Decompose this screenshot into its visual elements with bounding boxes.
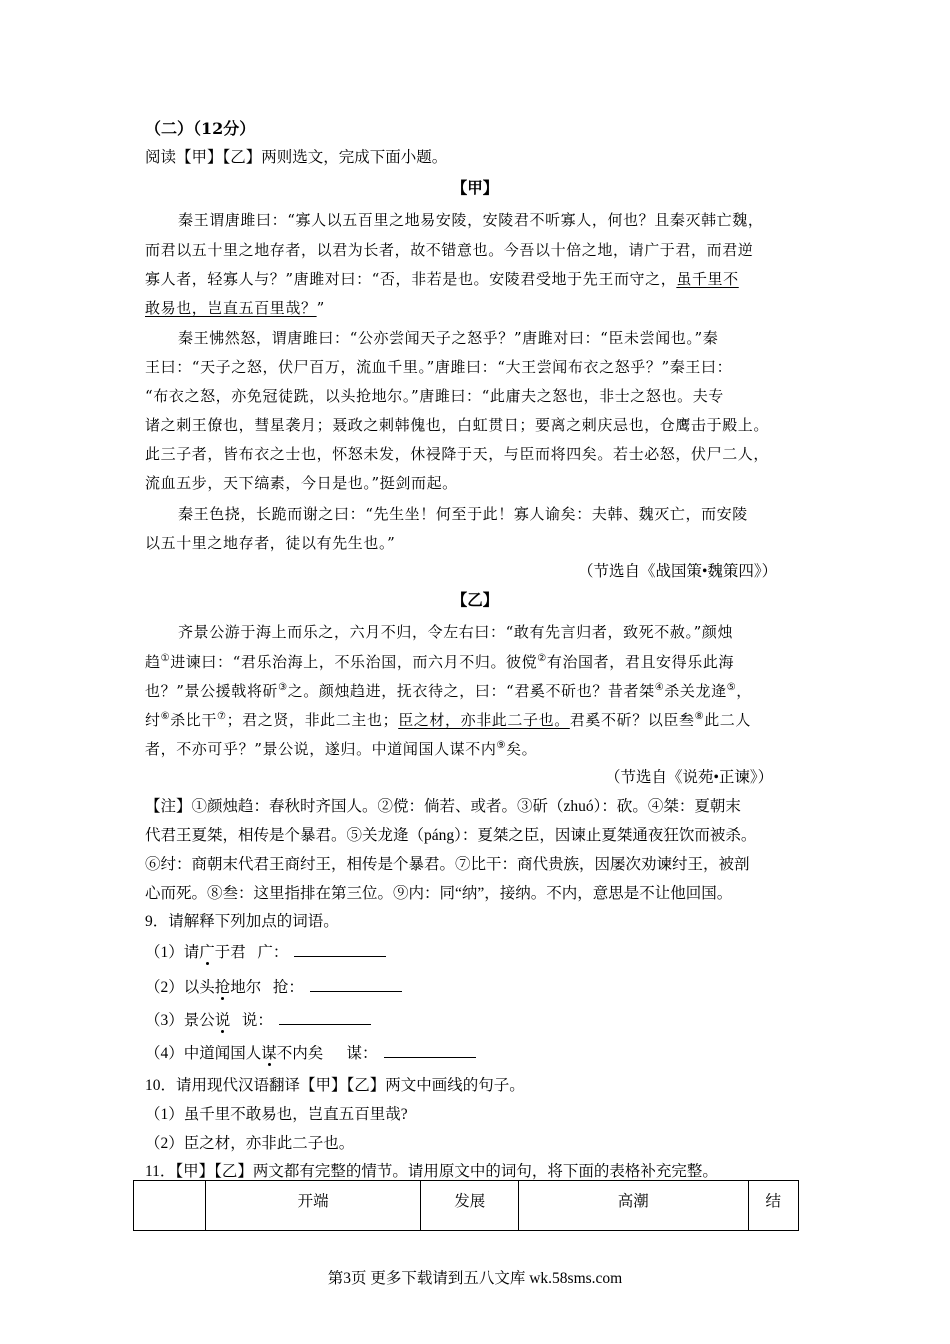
notes-line-1: 【注】①颜烛趋：春秋时齐国人。②傥：倘若、或者。③斫（zhuó）：砍。④桀：夏朝末 <box>145 798 741 815</box>
jia-line-9: 此三子者，皆布衣之士也，怀怒未发，休祲降于天，与臣而将四矣。若士必怒，伏尸二人， <box>145 445 770 463</box>
notes-line-3: ⑥纣：商朝末代君王商纣王，相传是个暴君。⑦比干：商代贵族，因屡次劝谏纣王，被剖 <box>145 856 750 873</box>
notes-line-4: 心而死。⑧叁：这里指排在第三位。⑨内：同“纳”，接纳。不内，意思是不让他回国。 <box>145 885 733 902</box>
jia-line-5: 秦王怫然怒，谓唐雎曰：“公亦尝闻天子之怒乎？”唐雎对曰：“臣未尝闻也。”秦 <box>178 329 719 347</box>
yi-source: （节选自《说苑•正谏》） <box>605 769 774 786</box>
jia-line-4: 敢易也，岂直五百里哉？” <box>145 299 325 317</box>
jia-line-12: 以五十里之地存者，徒以有先生也。” <box>145 534 396 552</box>
q10-stem: 10．请用现代汉语翻译【甲】【乙】两文中画线的句子。 <box>145 1077 525 1094</box>
page-footer: 第3页 更多下载请到五八文库 wk.58sms.com <box>327 1270 623 1287</box>
jia-line-6: 王曰：“天子之怒，伏尸百万，流血千里。”唐雎曰：“大王尝闻布衣之怒乎？”秦王曰： <box>145 358 733 376</box>
plot-table <box>133 1180 799 1231</box>
yi-line-4: 纣⑥杀比干⑦；君之贤，非此二主也；臣之材，亦非此二子也。君奚不斫？以臣叁⑧此二人 <box>145 711 751 729</box>
answer-blank-2[interactable] <box>310 977 402 992</box>
yi-line-2: 趋①进谏曰：“君乐治海上，不乐治国，而六月不归。彼傥②有治国者，君且安得乐此海 <box>145 653 735 671</box>
section-instruction: 阅读【甲】【乙】两则选文，完成下面小题。 <box>145 149 448 166</box>
jia-line-1: 秦王谓唐雎曰：“寡人以五百里之地易安陵，安陵君不听寡人，何也？且秦灭韩亡魏， <box>178 211 764 229</box>
table-header-jie: 结 <box>748 1181 798 1231</box>
jia-line-8: 诸之刺王僚也，彗星袭月；聂政之刺韩傀也，白虹贯日；要离之刺庆忌也，仓鹰击于殿上。 <box>145 416 770 434</box>
jia-underline-1: 虽千里不 <box>676 270 739 288</box>
jia-underline-2: 敢易也，岂直五百里哉？ <box>145 299 317 317</box>
jia-line-2: 而君以五十里之地存者，以君为长者，故不错意也。今吾以十倍之地，请广于君，而君逆 <box>145 241 754 259</box>
jia-source: （节选自《战国策•魏策四》） <box>578 563 778 580</box>
table-header-row <box>134 1181 799 1231</box>
q11-stem: 11．【甲】【乙】两文都有完整的情节。请用原文中的词句，将下面的表格补充完整。 <box>145 1163 718 1180</box>
jia-line-11: 秦王色挠，长跪而谢之曰：“先生坐！何至于此！寡人谕矣：夫韩、魏灭亡，而安陵 <box>178 505 748 523</box>
yi-line-5: 者，不亦可乎？”景公说，遂归。中道闻国人谋不内⑨矣。 <box>145 740 538 758</box>
passage-yi-label: 【乙】 <box>451 592 499 609</box>
table-cell-blank[interactable] <box>134 1181 206 1231</box>
table-header-fazhan: 发展 <box>421 1181 519 1231</box>
yi-line-1: 齐景公游于海上而乐之，六月不归，令左右曰：“敢有先言归者，致死不赦。”颜烛 <box>178 623 734 641</box>
passage-jia-label: 【甲】 <box>451 180 499 197</box>
q9-item-4: （4）中道闻国人谋不内矣 谋： <box>145 1043 476 1065</box>
q9-stem: 9．请解释下列加点的词语。 <box>145 913 339 930</box>
q9-item-1: （1）请广于君 广： <box>145 942 386 964</box>
answer-blank-4[interactable] <box>384 1043 476 1058</box>
jia-line-7: “布衣之怒，亦免冠徒跣，以头抢地尔。”唐雎曰：“此庸夫之怒也，非士之怒也。夫专 <box>145 387 724 405</box>
jia-line-3: 寡人者，轻寡人与？”唐雎对曰：“否，非若是也。安陵君受地于先王而守之，虽千里不 <box>145 270 739 288</box>
q9-item-2: （2）以头抢地尔 抢： <box>145 977 402 999</box>
answer-blank-1[interactable] <box>294 942 386 957</box>
q10-item-2: （2）臣之材，亦非此二子也。 <box>145 1135 355 1152</box>
q9-item-3: （3）景公说 说： <box>145 1010 371 1032</box>
table-header-gaochao: 高潮 <box>519 1181 748 1231</box>
yi-line-3: 也？”景公援戟将斫③之。颜烛趋进，抚衣待之，曰：“君奚不斫也？昔者桀④杀关龙逄⑤， <box>145 682 752 700</box>
jia-line-10: 流血五步，天下缟素，今日是也。”挺剑而起。 <box>145 474 458 492</box>
q10-item-1: （1）虽千里不敢易也，岂直五百里哉? <box>145 1106 408 1123</box>
table-header-kaiduan: 开端 <box>205 1181 421 1231</box>
notes-line-2: 代君王夏桀，相传是个暴君。⑤关龙逄（páng）：夏桀之臣，因谏止夏桀通夜狂饮而被杀。 <box>145 827 757 844</box>
yi-underline: 臣之材，亦非此二子也。 <box>398 711 570 729</box>
answer-blank-3[interactable] <box>279 1010 371 1025</box>
section-heading: （二）（12分） <box>145 119 256 138</box>
